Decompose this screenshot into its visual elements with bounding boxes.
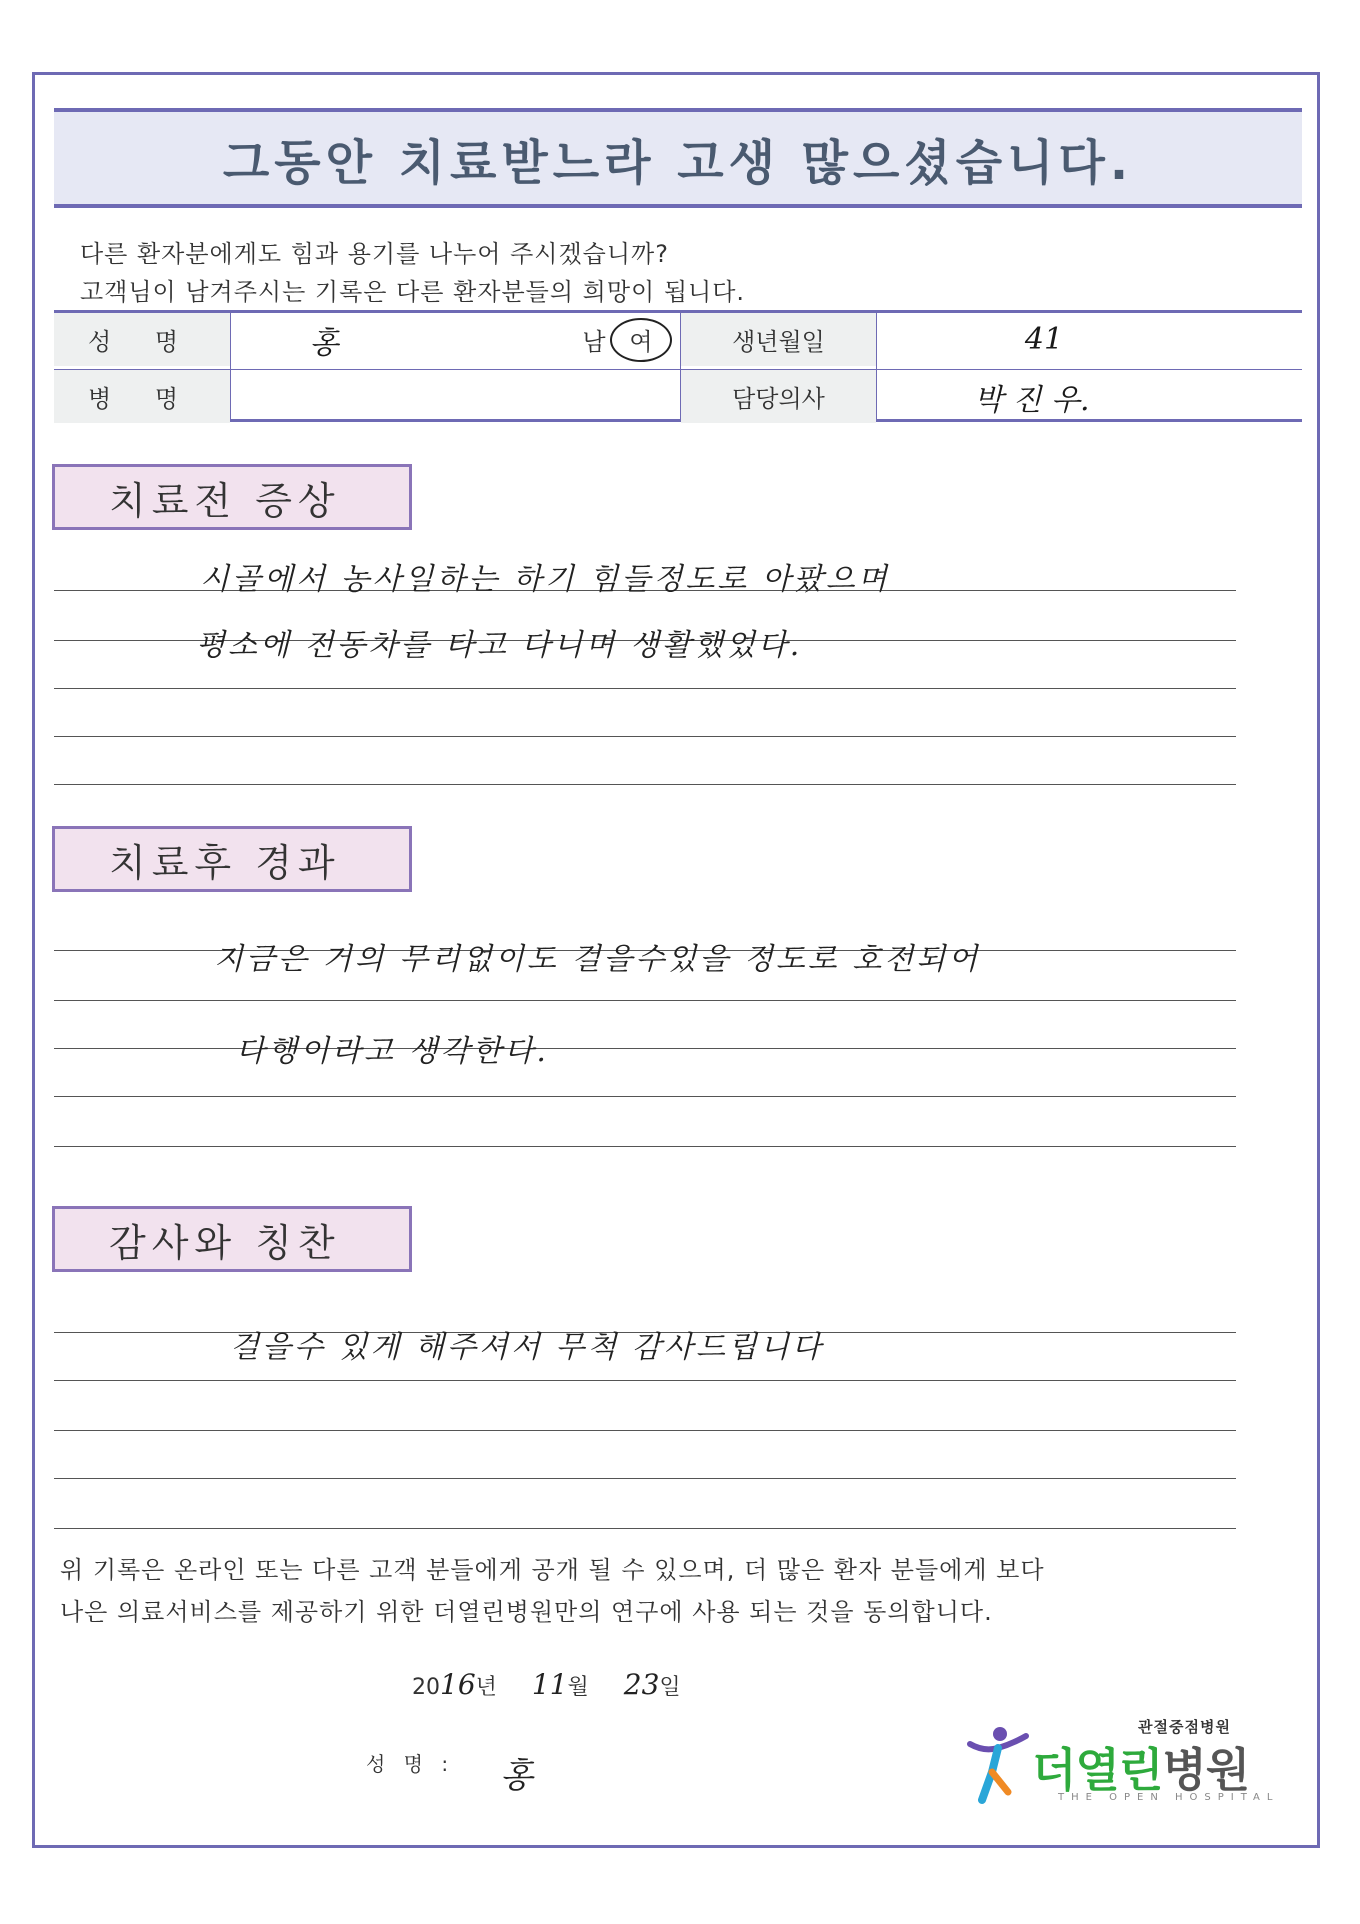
info-row-disease — [54, 369, 1302, 423]
doctor-label: 담당의사 — [681, 370, 876, 423]
gender-female-option: 여 — [629, 328, 653, 356]
page-title: 그동안 치료받느라 고생 많으셨습니다. — [222, 134, 1134, 191]
disease-value — [254, 370, 654, 423]
section-thanks-title: 감사와 칭찬 — [52, 1206, 412, 1272]
thanks-line-1: 걸을수 있게 해주셔서 무척 감사드립니다 — [230, 1330, 824, 1365]
date-month: 11 — [531, 1668, 568, 1701]
date-month-unit: 월 — [567, 1675, 589, 1700]
name-label: 성 명 — [54, 313, 230, 366]
date-row — [412, 1668, 681, 1701]
header-band — [54, 108, 1302, 208]
consent-line-1: 위 기록은 온라인 또는 다른 고객 분들에게 공개 될 수 있으며, 더 많은 환자 분들에게 보다 — [60, 1556, 1045, 1584]
date-prefix: 20 — [412, 1675, 440, 1700]
section-before-title: 치료전 증상 — [52, 464, 412, 530]
signature-value: 홍 — [500, 1756, 533, 1796]
date-day-unit: 일 — [659, 1675, 681, 1700]
patient-info-table — [54, 310, 1302, 422]
after-line-1: 지금은 거의 무리없이도 걸을수있을 정도로 호전되어 — [214, 942, 981, 977]
disease-label: 병 명 — [54, 370, 230, 423]
intro-line-1: 다른 환자분에게도 힘과 용기를 나누어 주시겠습니까? — [80, 240, 669, 268]
date-day: 23 — [623, 1668, 660, 1701]
logo-name — [1032, 1734, 1249, 1800]
birth-label: 생년월일 — [681, 313, 876, 366]
logo-name-part2: 병원 — [1162, 1743, 1250, 1797]
after-line-2: 다행이라고 생각한다. — [236, 1034, 549, 1069]
gender-male-option: 남 — [582, 328, 606, 356]
logo-subtitle: 관절중점병원 — [1138, 1718, 1231, 1736]
section-after-title: 치료후 경과 — [52, 826, 412, 892]
consent-line-2: 나은 의료서비스를 제공하기 위한 더열린병원만의 연구에 사용 되는 것을 동의합니다. — [60, 1598, 993, 1626]
date-year-unit: 년 — [475, 1675, 497, 1700]
intro-line-2: 고객님이 남겨주시는 기록은 다른 환자분들의 희망이 됩니다. — [80, 278, 746, 306]
doctor-value: 박 진 우. — [974, 382, 1090, 418]
birth-value: 41 — [1024, 322, 1064, 357]
logo-english: THE OPEN HOSPITAL — [1058, 1792, 1280, 1803]
hospital-logo-icon — [962, 1722, 1032, 1812]
before-line-2: 평소에 전동차를 타고 다니며 생활했었다. — [196, 628, 803, 663]
name-value: 홍 — [309, 325, 339, 361]
info-row-name — [54, 313, 1302, 366]
date-year: 16 — [440, 1668, 476, 1701]
before-line-1: 시골에서 농사일하는 하기 힘들정도로 아팠으며 — [200, 562, 890, 597]
logo-name-part1: 더열린 — [1032, 1743, 1163, 1797]
signature-label: 성 명 : — [366, 1752, 455, 1776]
